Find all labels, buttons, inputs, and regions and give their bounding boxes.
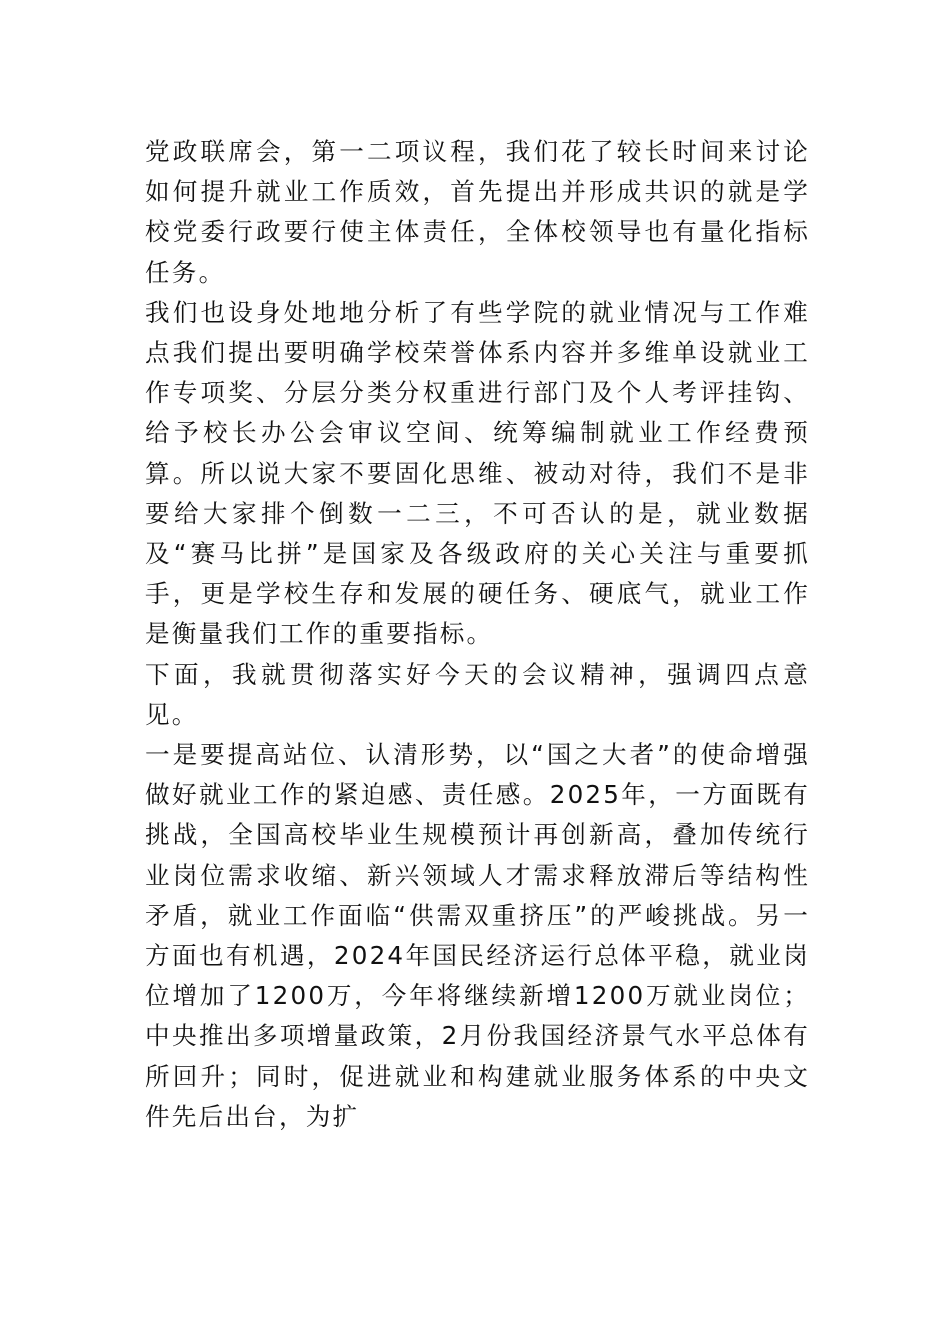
document-body (145, 132, 810, 1137)
paragraph-3: 下面，我就贯彻落实好今天的会议精神，强调四点意见。 (145, 659, 810, 729)
paragraph-2: 我们也设身处地地分析了有些学院的就业情况与工作难点我们提出要明确学校荣誉体系内容并多维单设就业工作专项奖、分层分类分权重进行部门及个人考评挂钩、给予校长办公会审议空间、统筹编制就业工作经费预算。所以说大家不要固化思维、被动对待，我们不是非要给大家排个倒数一二三，不可否认的是，就业数据及“赛马比拼”是国家及各级政府的关心关注与重要抓手，更是学校生存和发展的硬任务、硬底气，就业工作是衡量我们工作的重要指标。 (145, 297, 810, 649)
paragraph-1: 党政联席会，第一二项议程，我们花了较长时间来讨论如何提升就业工作质效，首先提出并形成共识的就是学校党委行政要行使主体责任，全体校领导也有量化指标任务。 (145, 137, 810, 287)
paragraph-4: 一是要提高站位、认清形势，以“国之大者”的使命增强做好就业工作的紧迫感、责任感。2025年，一方面既有挑战，全国高校毕业生规模预计再创新高，叠加传统行业岗位需求收缩、新兴领域人才需求释放滞后等结构性矛盾，就业工作面临“供需双重挤压”的严峻挑战。另一方面也有机遇，2024年国民经济运行总体平稳，就业岗位增加了1200万，今年将继续新增1200万就业岗位；中央推出多项增量政策，2月份我国经济景气水平总体有所回升；同时，促进就业和构建就业服务体系的中央文件先后出台，为扩 (145, 740, 810, 1131)
